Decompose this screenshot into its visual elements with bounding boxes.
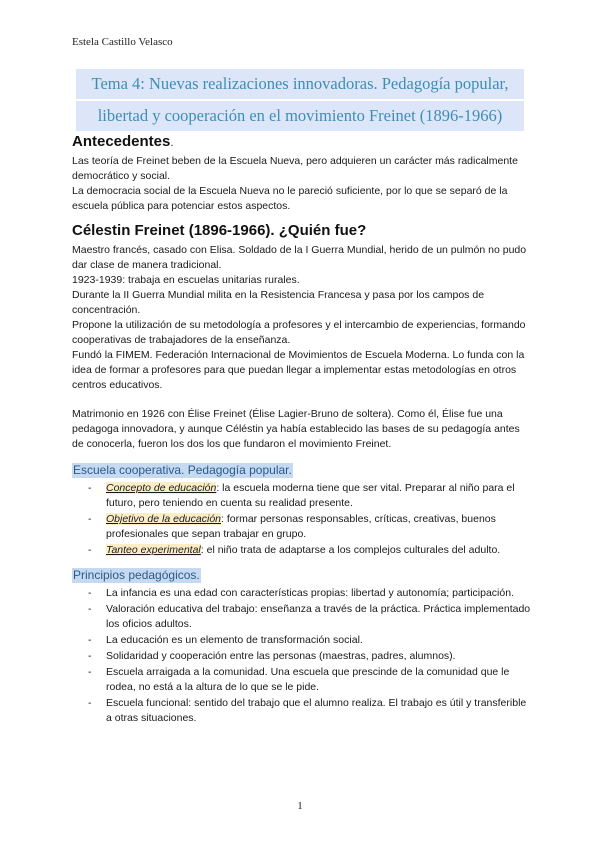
escuela-list bbox=[72, 481, 532, 558]
page-number: 1 bbox=[297, 800, 303, 812]
title-line-1: Tema 4: Nuevas realizaciones innovadoras. Pedagogía popular, bbox=[76, 69, 524, 99]
author-name: Estela Castillo Velasco bbox=[72, 36, 173, 48]
term-highlight: Tanteo experimental bbox=[106, 544, 201, 556]
principios-heading: Principios pedagógicos. bbox=[73, 568, 200, 582]
section-principios bbox=[72, 566, 532, 727]
section-antecedentes bbox=[72, 133, 532, 214]
list-item: - Valoración educativa del trabajo: enseñanza a través de la práctica. Práctica implementado los oficios adultos. bbox=[88, 603, 531, 630]
section-escuela-cooperativa bbox=[72, 461, 532, 559]
antecedentes-heading: Antecedentes. bbox=[72, 133, 174, 150]
principios-list bbox=[72, 586, 532, 726]
list-item: - La infancia es una edad con características propias: libertad y autonomía; participación. bbox=[88, 587, 514, 599]
list-item: - Objetivo de la educación: formar personas responsables, críticas, creativas, buenos profesionales que sepan trabajar en grupo. bbox=[88, 513, 496, 540]
term-highlight: Objetivo de la educación bbox=[106, 513, 221, 525]
section-celestin bbox=[72, 222, 532, 452]
list-item: - La educación es un elemento de transformación social. bbox=[88, 634, 363, 646]
celestin-paragraph: Fundó la FIMEM. Federación Internacional de Movimientos de Escuela Moderna. Lo funda con la idea de formar a profesores para que puedan llegar a implementar estas metodologías en otros centros educativos. bbox=[72, 349, 525, 391]
list-item: - Escuela arraigada a la comunidad. Una escuela que prescinde de la comunidad que le rodea, no está a la altura de lo que se le pide. bbox=[88, 666, 510, 693]
document-title bbox=[76, 69, 524, 133]
list-item: - Solidaridad y cooperación entre las personas (maestras, padres, alumnos). bbox=[88, 650, 456, 662]
escuela-heading: Escuela cooperativa. Pedagogía popular. bbox=[73, 463, 292, 477]
celestin-paragraph: Maestro francés, casado con Elisa. Soldado de la I Guerra Mundial, herido de un pulmón no pudo dar clase de manera tradicional. bbox=[72, 244, 527, 271]
celestin-paragraph: Propone la utilización de su metodología a profesores y el intercambio de experiencias, formando cooperativas de trabajadores de la enseñanza. bbox=[72, 319, 526, 346]
celestin-paragraph: Durante la II Guerra Mundial milita en la Resistencia Francesa y pasa por los campos de concentración. bbox=[72, 289, 485, 316]
antecedentes-paragraph: La democracia social de la Escuela Nueva no le pareció suficiente, por lo que se separó de la escuela pública para potenciar estos aspectos. bbox=[72, 185, 508, 212]
term-highlight: Concepto de educación bbox=[106, 482, 217, 494]
list-item: - Escuela funcional: sentido del trabajo que el alumno realiza. El trabajo es útil y transferible a otras situaciones. bbox=[88, 697, 527, 724]
celestin-paragraph: 1923-1939: trabaja en escuelas unitarias rurales. bbox=[72, 274, 300, 286]
list-item: - Tanteo experimental: el niño trata de adaptarse a los complejos culturales del adulto. bbox=[88, 544, 501, 556]
title-line-2: libertad y cooperación en el movimiento Freinet (1896-1966) bbox=[76, 101, 524, 131]
marriage-paragraph: Matrimonio en 1926 con Élise Freinet (Élise Lagier-Bruno de soltera). Como él, Élise fue una pedagoga innovadora, y aunque Céléstin ya había establecido las bases de su pedagogía antes de conocerla, fueron los dos los que fundaron el movimiento Freinet. bbox=[72, 408, 520, 450]
celestin-heading: Célestin Freinet (1896-1966). ¿Quién fue? bbox=[72, 222, 367, 239]
antecedentes-paragraph: Las teoría de Freinet beben de la Escuela Nueva, pero adquieren un carácter más radicalmente democrático y social. bbox=[72, 155, 518, 182]
list-item: - Concepto de educación: la escuela moderna tiene que ser vital. Preparar al niño para el futuro, pero teniendo en cuenta su realidad presente. bbox=[88, 482, 515, 509]
